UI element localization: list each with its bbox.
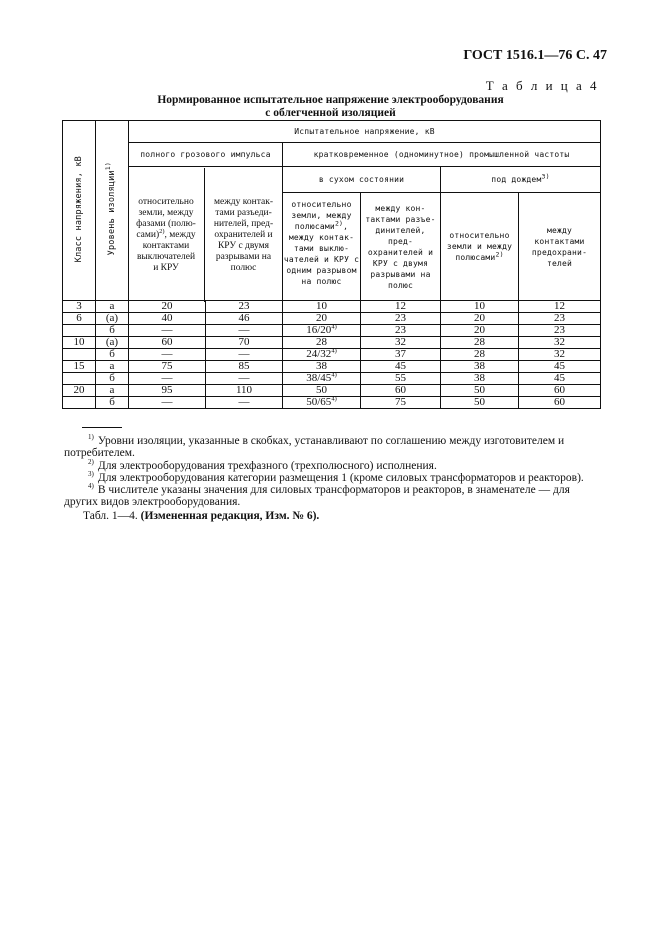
insulation-level-cell: б — [96, 349, 129, 361]
dry-earth-cell: 38/45$^{4)}$ — [283, 373, 361, 385]
rain-earth-cell: 38 — [441, 361, 519, 373]
footnote-3: $^{3)}$ Для электрооборудования категории размещения 1 (кроме силовых трансформаторов и реакторов). — [88, 470, 584, 484]
header-col-c5: относительно земли и между полюсами$^{2)}$ — [441, 193, 519, 301]
dry-earth-cell: 24/32$^{4)}$ — [283, 349, 361, 361]
document-code: ГОСТ 1516.1—76 С. 47 — [463, 48, 607, 63]
header-col-c1: относительно земли, между фазами (полю- сами)$^{2)}$, между контактами выключателей и КРУ — [128, 168, 205, 302]
insulation-level-cell: б — [96, 397, 129, 409]
impulse-contacts-cell: — — [206, 397, 283, 409]
rain-contacts-cell: 23 — [519, 325, 601, 337]
voltage-class-cell: 3 — [63, 301, 96, 313]
impulse-earth-cell: — — [129, 373, 206, 385]
insulation-level-cell: б — [96, 373, 129, 385]
rain-earth-cell: 28 — [441, 349, 519, 361]
voltage-class-cell: 10 — [63, 337, 96, 349]
impulse-earth-cell: — — [129, 397, 206, 409]
voltage-class-cell — [63, 373, 96, 385]
rain-earth-cell: 50 — [441, 385, 519, 397]
header-insulation-level: Уровень изоляции$^{1)}$ — [96, 121, 129, 301]
insulation-level-cell: (а) — [96, 313, 129, 325]
table-title — [0, 94, 661, 120]
title-line-1: Нормированное испытательное напряжение электрооборудования — [157, 94, 504, 106]
header-col-c3: относительно земли, между полюсами$^{2)}$, между контак- тами выклю- чателей и КРУ с одним разрывом на полюс — [283, 193, 361, 301]
impulse-earth-cell: 40 — [129, 313, 206, 325]
impulse-contacts-cell: 23 — [206, 301, 283, 313]
dry-contacts-cell: 75 — [361, 397, 441, 409]
rain-earth-cell: 50 — [441, 397, 519, 409]
rain-contacts-cell: 60 — [519, 397, 601, 409]
impulse-contacts-cell: 70 — [206, 337, 283, 349]
dry-earth-cell: 38 — [283, 361, 361, 373]
voltage-class-cell: 6 — [63, 313, 96, 325]
dry-contacts-cell: 23 — [361, 325, 441, 337]
dry-contacts-cell: 32 — [361, 337, 441, 349]
header-lightning-impulse: полного грозового импульса — [129, 143, 283, 167]
dry-contacts-cell: 60 — [361, 385, 441, 397]
table-number: Т а б л и ц а 4 — [485, 78, 599, 93]
dry-earth-cell: 20 — [283, 313, 361, 325]
table-row — [63, 373, 601, 385]
header-voltage-class: Класс напряжения, кВ — [63, 121, 96, 301]
footnote-2: $^{2)}$ Для электрооборудования трехфазного (трехполюсного) исполнения. — [88, 458, 437, 472]
header-col-c4: между кон- тактами разъе- динителей, пред- охранителей и КРУ с двумя разрывами на полюс — [361, 193, 441, 301]
dry-earth-cell: 28 — [283, 337, 361, 349]
rain-contacts-cell: 45 — [519, 361, 601, 373]
insulation-level-cell: (а) — [96, 337, 129, 349]
impulse-earth-cell: — — [129, 325, 206, 337]
insulation-level-cell: б — [96, 325, 129, 337]
impulse-earth-cell: 95 — [129, 385, 206, 397]
header-col-c2: между контак- тами разъеди- нителей, пред- охранителей и КРУ с двумя разрывами на полюс — [213, 196, 274, 273]
header-short-term: кратковременное (одноминутное) промышленной частоты — [283, 143, 601, 167]
table-row — [63, 349, 601, 361]
rain-contacts-cell: 45 — [519, 373, 601, 385]
title-line-2: с облегченной изоляцией — [265, 107, 396, 119]
voltage-class-cell — [63, 349, 96, 361]
impulse-earth-cell: 60 — [129, 337, 206, 349]
impulse-earth-cell: 20 — [129, 301, 206, 313]
footnote-4: $^{4)}$ В числителе указаны значения для силовых трансформаторов и реакторов, в знаменателе — для других видов электрооборудования. — [64, 482, 570, 508]
header-c1-c2-overlay — [128, 168, 282, 302]
dry-contacts-cell: 55 — [361, 373, 441, 385]
rain-contacts-cell: 12 — [519, 301, 601, 313]
voltage-class-cell: 15 — [63, 361, 96, 373]
impulse-contacts-cell: — — [206, 349, 283, 361]
rain-contacts-cell: 32 — [519, 337, 601, 349]
voltage-class-cell: 20 — [63, 385, 96, 397]
dry-earth-cell: 50/65$^{4)}$ — [283, 397, 361, 409]
insulation-level-cell: а — [96, 361, 129, 373]
rain-contacts-cell: 60 — [519, 385, 601, 397]
rain-earth-cell: 10 — [441, 301, 519, 313]
rain-contacts-cell: 32 — [519, 349, 601, 361]
impulse-contacts-cell: 46 — [206, 313, 283, 325]
table-row — [63, 397, 601, 409]
header-rain: под дождем$^{3)}$ — [441, 167, 601, 193]
impulse-contacts-cell: — — [206, 373, 283, 385]
insulation-level-cell: а — [96, 385, 129, 397]
impulse-contacts-cell: — — [206, 325, 283, 337]
header-dry: в сухом состоянии — [283, 167, 441, 193]
dry-contacts-cell: 23 — [361, 313, 441, 325]
footnote-1: $^{1)}$ Уровни изоляции, указанные в скобках, устанавливают по соглашению между изготовителем и потребителем. — [64, 433, 565, 459]
dry-earth-cell: 10 — [283, 301, 361, 313]
rain-earth-cell: 28 — [441, 337, 519, 349]
rain-contacts-cell: 23 — [519, 313, 601, 325]
header-col-c6: между контактами предохрани- телей — [519, 193, 601, 301]
impulse-contacts-cell: 110 — [206, 385, 283, 397]
impulse-earth-cell: — — [129, 349, 206, 361]
dry-contacts-cell: 12 — [361, 301, 441, 313]
dry-contacts-cell: 45 — [361, 361, 441, 373]
voltage-class-cell — [63, 397, 96, 409]
impulse-earth-cell: 75 — [129, 361, 206, 373]
dry-contacts-cell: 37 — [361, 349, 441, 361]
table-row — [63, 325, 601, 337]
rain-earth-cell: 20 — [441, 325, 519, 337]
header-test-voltage: Испытательное напряжение, кВ — [129, 121, 601, 143]
dry-earth-cell: 16/20$^{4)}$ — [283, 325, 361, 337]
table-body — [63, 301, 601, 409]
insulation-level-cell: а — [96, 301, 129, 313]
footnote-rule — [82, 427, 122, 428]
table-row — [63, 301, 601, 313]
impulse-contacts-cell: 85 — [206, 361, 283, 373]
voltage-class-cell — [63, 325, 96, 337]
rain-earth-cell: 38 — [441, 373, 519, 385]
rain-earth-cell: 20 — [441, 313, 519, 325]
dry-earth-cell: 50 — [283, 385, 361, 397]
revision-note: Табл. 1—4. (Измененная редакция, Изм. № 6). — [83, 510, 320, 522]
